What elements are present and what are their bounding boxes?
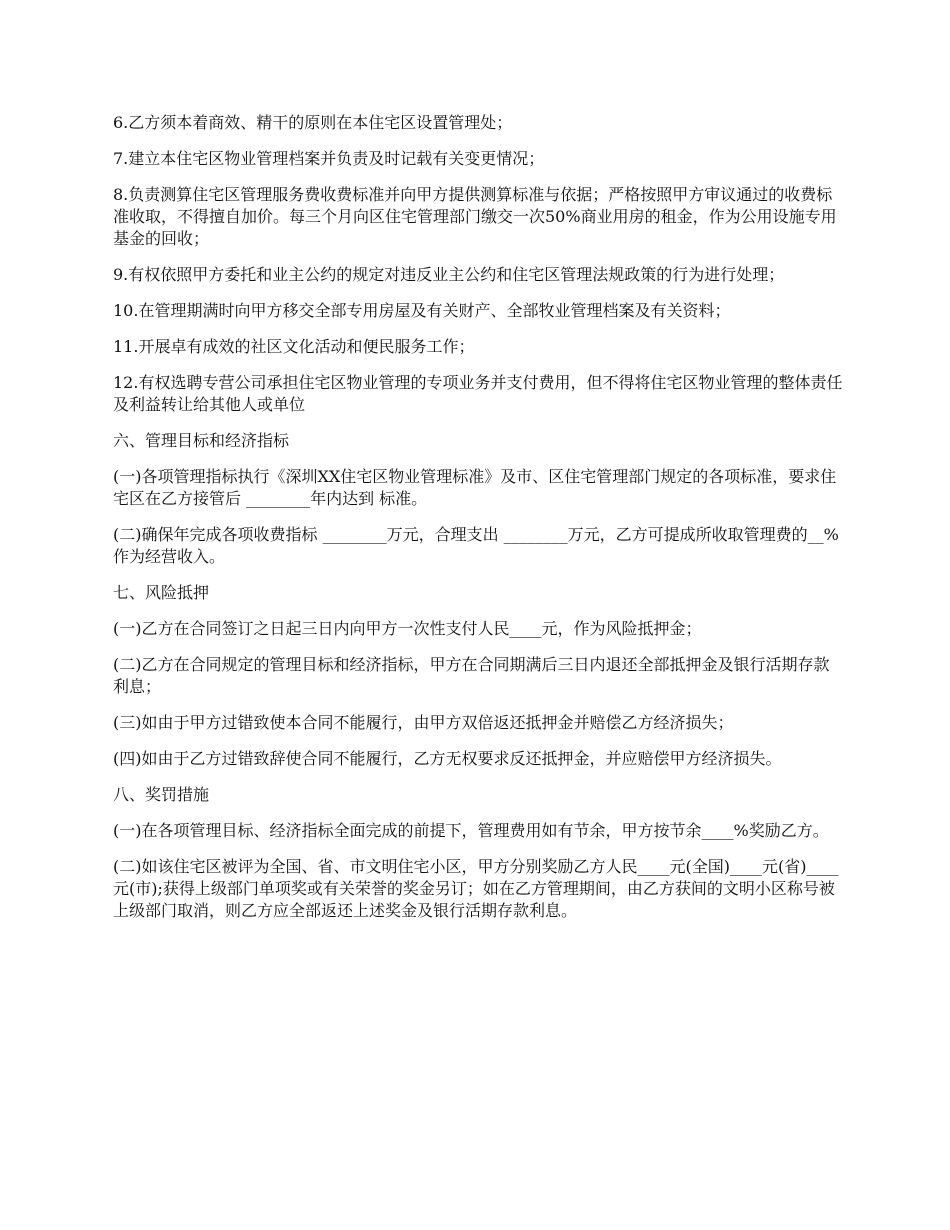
clause-12: 12.有权选聘专营公司承担住宅区物业管理的专项业务并支付费用，但不得将住宅区物业管理的整体责任及利益转让给其他人或单位: [113, 373, 843, 414]
clause-6: 6.乙方须本着商效、精干的原则在本住宅区设置管理处；: [113, 113, 513, 132]
section-7-item-3: (三)如由于甲方过错致使本合同不能履行，由甲方双倍返还抵押金并赔偿乙方经济损失；: [113, 713, 734, 732]
clause-9: 9.有权依照甲方委托和业主公约的规定对违反业主公约和住宅区管理法规政策的行为进行处理；: [113, 265, 785, 284]
document-page: [113, 112, 843, 936]
clause-11: 11.开展卓有成效的社区文化活动和便民服务工作；: [113, 337, 475, 356]
section-heading-6: 六、管理目标和经济指标: [113, 431, 290, 450]
section-heading-7: 七、风险抵押: [113, 583, 210, 602]
clause-8: 8.负责测算住宅区管理服务费收费标准并向甲方提供测算标准与依据；严格按照甲方审议通过的收费标准收取，不得擅自加价。每三个月向区住宅管理部门缴交一次50%商业用房的租金，作为公用设施专用基金的回收；: [113, 185, 837, 248]
section-7-item-2: (二)乙方在合同规定的管理目标和经济指标，甲方在合同期满后三日内退还全部抵押金及银行活期存款利息；: [113, 655, 830, 696]
clause-10: 10.在管理期满时向甲方移交全部专用房屋及有关财产、全部牧业管理档案及有关资料；: [113, 301, 731, 320]
section-8-item-1: (一)在各项管理目标、经济指标全面完成的前提下，管理费用如有节余，甲方按节余____%奖励乙方。: [113, 821, 829, 840]
section-6-item-1: (一)各项管理指标执行《深圳XX住宅区物业管理标准》及市、区住宅管理部门规定的各项标准，要求住宅区在乙方接管后 ________年内达到 标准。: [113, 467, 837, 508]
section-8-item-2: (二)如该住宅区被评为全国、省、市文明住宅小区，甲方分别奖励乙方人民____元(全国)____元(省)____元(市);获得上级部门单项奖或有关荣誉的奖金另订；如在乙方管理期间，由乙方获间的文明小区称号被上级部门取消，则乙方应全部返还上述奖金及银行活期存款利息。: [113, 857, 839, 920]
section-heading-8: 八、奖罚措施: [113, 785, 210, 804]
clause-7: 7.建立本住宅区物业管理档案并负责及时记载有关变更情况；: [113, 149, 545, 168]
section-7-item-1: (一)乙方在合同签订之日起三日内向甲方一次性支付人民____元，作为风险抵押金；: [113, 619, 702, 638]
section-6-item-2: (二)确保年完成各项收费指标 ________万元，合理支出 ________万元，乙方可提成所收取管理费的__%作为经营收入。: [113, 525, 839, 566]
section-7-item-4: (四)如由于乙方过错致辞使合同不能履行，乙方无权要求反还抵押金，并应赔偿甲方经济损失。: [113, 749, 782, 768]
